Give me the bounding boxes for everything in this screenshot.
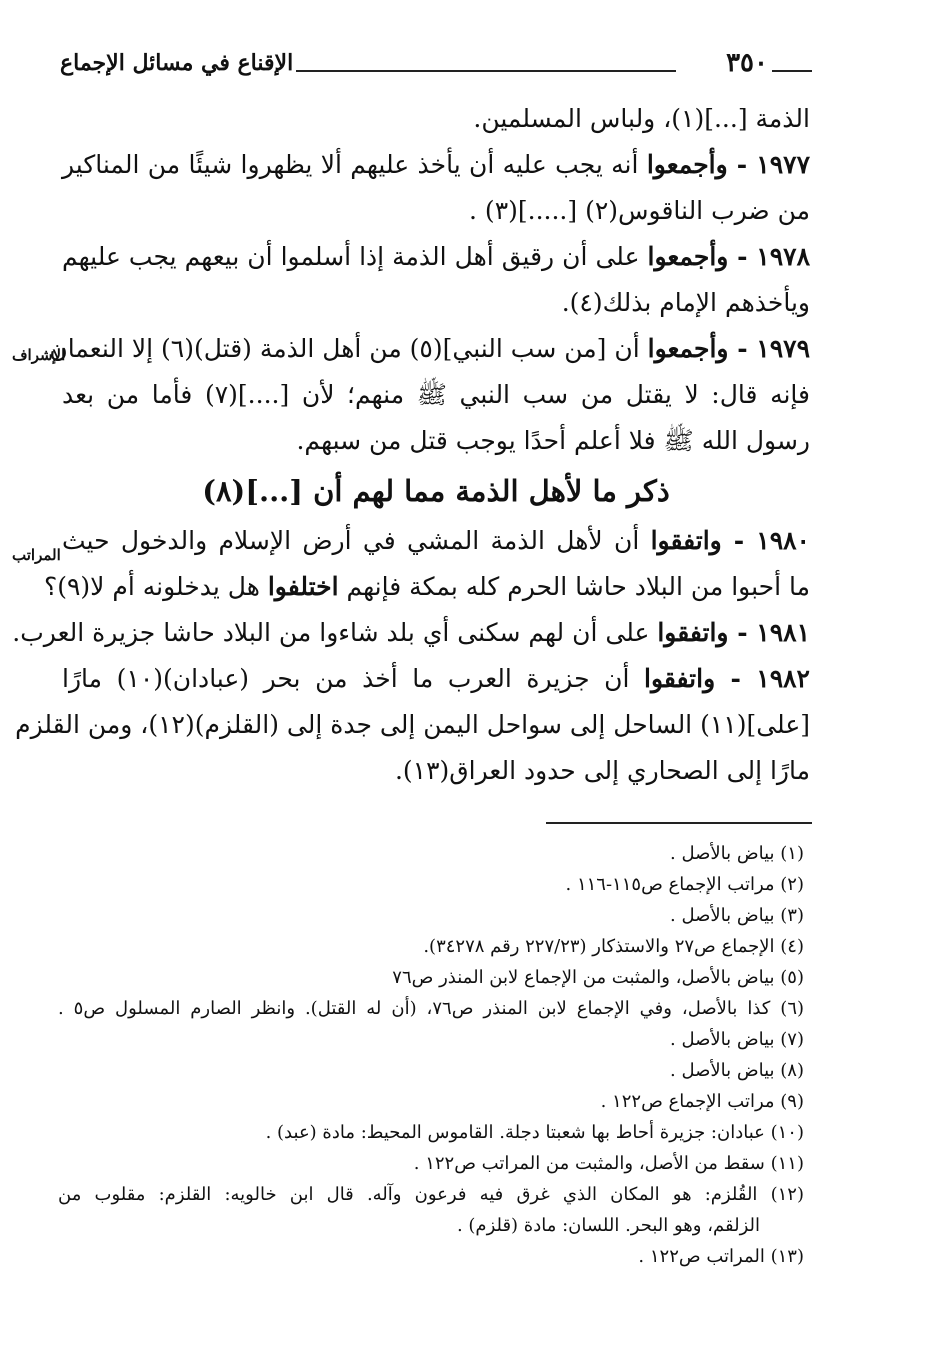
footnote-separator: [546, 822, 812, 824]
text-line: فإنه قال: لا يقتل من سب النبي ﷺ منهم؛ لأن [....](٧) فأما من بعد: [62, 380, 810, 409]
footnote: (٥) بياض بالأصل، والمثبت من الإجماع لابن المنذر ص٧٦: [392, 967, 804, 988]
footnote: (١) بياض بالأصل .: [670, 843, 804, 864]
issue-number: ١٩٨٢ -: [715, 664, 810, 693]
margin-note-maratib: المراتب: [12, 546, 61, 564]
running-header: [60, 48, 812, 88]
text-segment: هل يدخلونه أم لا(٩)؟: [43, 572, 268, 601]
margin-note-ishraf: الإشراف: [12, 346, 66, 364]
keyword: وأجمعوا: [646, 150, 728, 179]
section-heading: ذكر ما لأهل الذمة مما لهم أن [...](٨): [202, 474, 670, 508]
text-line: [62, 142, 810, 188]
text-line: [43, 564, 810, 610]
text-line: [12, 610, 810, 656]
keyword: وأجمعوا: [647, 242, 729, 271]
footnote: (١٠) عبادان: جزيرة أحاط بها شعبتا دجلة. القاموس المحيط: مادة (عبد) .: [265, 1122, 804, 1143]
text-line: الذمة [...](١)، ولباس المسلمين.: [473, 104, 810, 133]
text-segment: أن [من سب النبي](٥) من أهل الذمة (قتل)(٦) إلا النعمان: [49, 334, 648, 363]
footnote-continuation: الزلقم، وهو البحر. اللسان: مادة (قلزم) .: [456, 1215, 760, 1236]
text-segment: أن لأهل الذمة المشي في أرض الإسلام والدخول حيث: [62, 526, 651, 555]
text-line: من ضرب الناقوس(٢) [.....](٣) .: [469, 196, 810, 225]
issue-number: ١٩٨٠ -: [721, 526, 810, 555]
issue-number: ١٩٧٨ -: [728, 242, 810, 271]
footnote: (١٣) المراتب ص١٢٢ .: [638, 1246, 804, 1267]
keyword: واتفقوا: [644, 664, 716, 693]
issue-number: ١٩٨١ -: [728, 618, 810, 647]
text-line: [49, 326, 810, 372]
book-title: الإقناع في مسائل الإجماع: [60, 50, 294, 76]
footnote: (٩) مراتب الإجماع ص١٢٢ .: [600, 1091, 804, 1112]
footnote: (١١) سقط من الأصل، والمثبت من المراتب ص١٢٢ .: [413, 1153, 804, 1174]
issue-number: ١٩٧٧ -: [727, 150, 810, 179]
footnote: (٦) كذا بالأصل، وفي الإجماع لابن المنذر ص٧٦، (أن له القتل). وانظر الصارم المسلول ص٥ .: [58, 998, 805, 1019]
text-line: ويأخذهم الإمام بذلك(٤).: [561, 288, 810, 317]
text-segment: على أن رقيق أهل الذمة إذا أسلموا أن بيعهم يجب عليهم: [62, 242, 648, 271]
text-line: [62, 234, 810, 280]
text-line: رسول الله ﷺ فلا أعلم أحدًا يوجب قتل من سبهم.: [296, 426, 810, 455]
footnote: (١٢) القُلزم: هو المكان الذي غرق فيه فرعون وآله. قال ابن خالويه: القلزم: مقلوب من: [58, 1184, 804, 1205]
text-line: [62, 656, 810, 702]
keyword: وأجمعوا: [647, 334, 729, 363]
keyword: اختلفوا: [267, 572, 339, 601]
header-rule-middle: [296, 70, 676, 72]
keyword: واتفقوا: [657, 618, 729, 647]
text-segment: على أن لهم سكنى أي بلد شاءوا من البلاد حاشا جزيرة العرب.: [12, 618, 658, 647]
footnote: (٧) بياض بالأصل .: [670, 1029, 804, 1050]
text-line: [على](١١) الساحل إلى سواحل اليمن إلى جدة إلى (القلزم)(١٢)، ومن القلزم: [15, 710, 810, 739]
text-line: مارًا إلى الصحاري إلى حدود العراق(١٣).: [394, 756, 810, 785]
footnote: (٢) مراتب الإجماع ص١١٥-١١٦ .: [565, 874, 804, 895]
footnotes: [58, 838, 804, 1272]
keyword: واتفقوا: [650, 526, 722, 555]
text-segment: أن جزيرة العرب ما أخذ من بحر (عبادان)(١٠) مارًا: [62, 664, 645, 693]
page-number: ٣٥٠: [726, 48, 768, 78]
footnote: (٨) بياض بالأصل .: [670, 1060, 804, 1081]
text-segment: أنه يجب عليه أن يأخذ عليهم ألا يظهروا شيئًا من المناكير: [62, 150, 647, 179]
footnote: (٤) الإجماع ص٢٧ والاستذكار (٢٢٧/٢٣ رقم ٣٤٢٧٨).: [423, 936, 804, 957]
text-segment: ما أحبوا من البلاد حاشا الحرم كله بمكة فإنهم: [338, 572, 810, 601]
footnote: (٣) بياض بالأصل .: [670, 905, 804, 926]
text-line: [62, 518, 810, 564]
header-rule-right: [772, 70, 812, 72]
issue-number: ١٩٧٩ -: [728, 334, 810, 363]
